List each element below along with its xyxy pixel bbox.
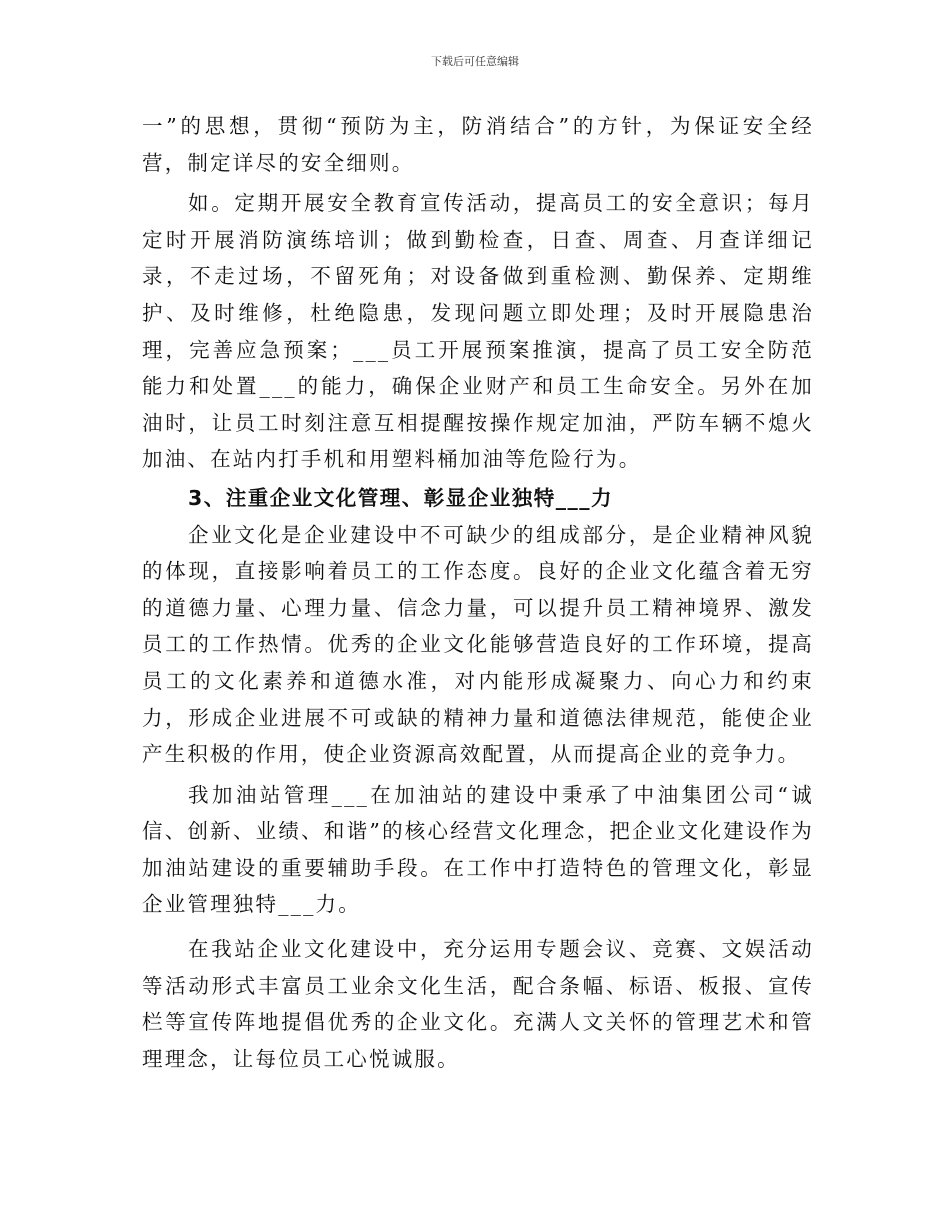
document-body — [142, 108, 814, 1077]
page-header: 下载后可任意编辑 — [431, 55, 519, 68]
section-heading: 3、注重企业文化管理、彰显企业独特___力 — [188, 485, 614, 510]
paragraph-culture-importance: 企业文化是企业建设中不可缺少的组成部分，是企业精神风貌的体现，直接影响着员工的工作态度。良好的企业文化蕴含着无穷的道德力量、心理力量、信念力量，可以提升员工精神境界、激发员工的工作热情。优秀的企业文化能够营造良好的工作环境，提高员工的文化素养和道德水准，对内能形成凝聚力、向心力和约束力，形成企业进展不可或缺的精神力量和道德法律规范，能使企业产生积极的作用，使企业资源高效配置，从而提高企业的竞争力。 — [142, 522, 814, 767]
paragraph-safety-measures: 如。定期开展安全教育宣传活动，提高员工的安全意识；每月定时开展消防演练培训；做到勤检查，日查、周查、月查详细记录，不走过场，不留死角；对设备做到重检测、勤保养、定期维护、及时维修，杜绝隐患，发现问题立即处理；及时开展隐患治理，完善应急预案；___员工开展预案推演，提高了员工安全防范能力和处置___的能力，确保企业财产和员工生命安全。另外在加油时，让员工时刻注意互相提醒按操作规定加油，严防车辆不熄火加油、在站内打手机和用塑料桶加油等危险行为。 — [142, 191, 814, 472]
paragraph-culture-concept: 我加油站管理___在加油站的建设中秉承了中油集团公司“诚信、创新、业绩、和谐”的核心经营文化理念，把企业文化建设作为加油站建设的重要辅助手段。在工作中打造特色的管理文化，彰显企业管理独特___力。 — [142, 782, 814, 917]
paragraph-safety-principle: 一”的思想，贯彻“预防为主，防消结合”的方针，为保证安全经营，制定详尽的安全细则。 — [142, 114, 814, 175]
paragraph-culture-activities: 在我站企业文化建设中，充分运用专题会议、竞赛、文娱活动等活动形式丰富员工业余文化生活，配合条幅、标语、板报、宣传栏等宣传阵地提倡优秀的企业文化。充满人文关怀的管理艺术和管理理念，让每位员工心悦诚服。 — [142, 937, 814, 1071]
